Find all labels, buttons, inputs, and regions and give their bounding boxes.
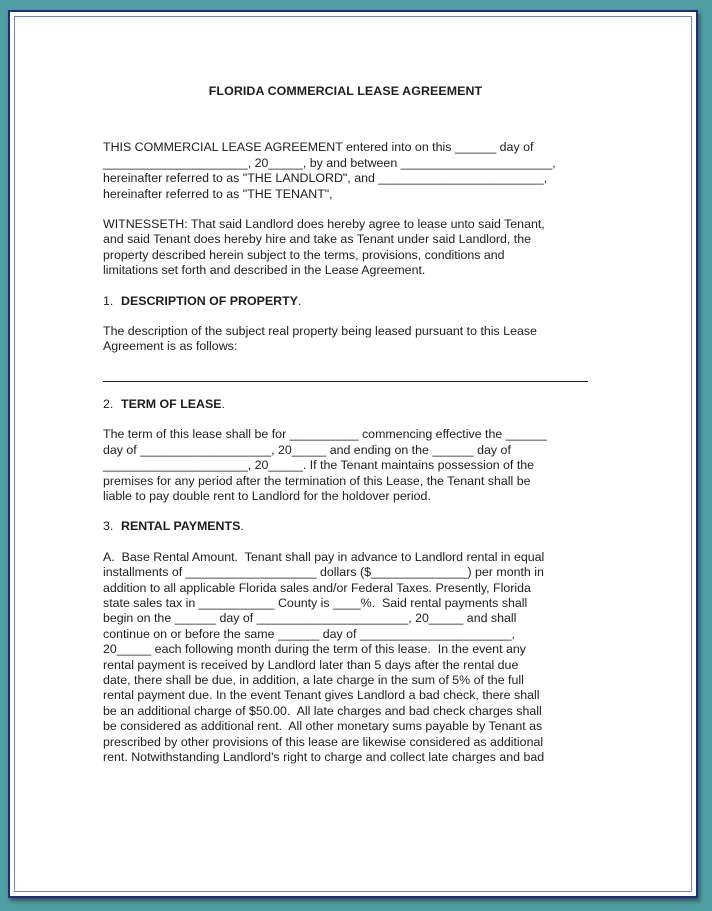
section-title: DESCRIPTION OF PROPERTY: [121, 293, 298, 308]
section-title: RENTAL PAYMENTS: [121, 519, 241, 534]
text-line: addition to all applicable Florida sales and/or Federal Taxes. Presently, Florida: [103, 580, 531, 595]
document-title: FLORIDA COMMERCIAL LEASE AGREEMENT: [208, 84, 483, 98]
text-line: 20_____ each following month during the term of this lease. In the event any: [103, 642, 526, 657]
text-line: Agreement is as follows:: [103, 339, 238, 354]
text-line: state sales tax in ___________ County is ____%. Said rental payments shall: [103, 595, 528, 610]
text-line: day of ___________________, 20_____ and ending on the ______ day of: [103, 442, 511, 457]
text-line: _____________________, 20_____, by and between ______________________,: [103, 155, 556, 170]
text-line: continue on or before the same ______ day of ______________________,: [103, 626, 515, 641]
text-line: hereinafter referred to as "THE LANDLORD", and ________________________,: [103, 171, 548, 186]
text-line: and said Tenant does hereby hire and take as Tenant under said Landlord, the: [103, 232, 532, 247]
text-line: WITNESSETH: That said Landlord does hereby agree to lease unto said Tenant,: [103, 217, 545, 232]
text-line: rental payment due. In the event Tenant gives Landlord a bad check, there shall: [103, 688, 540, 703]
section-3-body: [103, 550, 588, 766]
text-line: date, there shall be due, in addition, a late charge in the sum of 5% of the full: [103, 672, 524, 687]
section-period: .: [297, 293, 302, 308]
text-line: rent. Notwithstanding Landlord's right to charge and collect late charges and bad: [103, 750, 545, 764]
text-line: rental payment is received by Landlord later than 5 days after the rental due: [103, 657, 519, 672]
text-line: THIS COMMERCIAL LEASE AGREEMENT entered into on this ______ day of: [103, 140, 534, 155]
section-period: .: [221, 396, 225, 411]
text-line: The term of this lease shall be for __________ commencing effective the ______: [103, 427, 548, 442]
section-3-heading: [103, 519, 588, 534]
text-line: prescribed by other provisions of this lease are likewise considered as additional: [103, 734, 544, 749]
section-period: .: [240, 519, 244, 534]
section-2-heading: [103, 397, 588, 412]
text-line: be considered as additional rent. All other monetary sums payable by Tenant as: [103, 719, 543, 734]
text-line: installments of ___________________ dollars ($______________) per month in: [103, 565, 544, 580]
witnesseth-paragraph: [103, 217, 588, 279]
section-number: 3.: [103, 519, 114, 534]
text-line: limitations set forth and described in the Lease Agreement.: [103, 263, 426, 278]
section-1-heading: [103, 294, 588, 309]
text-line: hereinafter referred to as "THE TENANT",: [103, 186, 333, 201]
text-line: _____________________, 20_____. If the Tenant maintains possession of the: [103, 458, 535, 473]
text-line: A. Base Rental Amount. Tenant shall pay in advance to Landlord rental in equal: [103, 549, 545, 564]
section-number: 1.: [103, 293, 114, 308]
section-number: 2.: [103, 396, 114, 411]
property-description-blank-line: [103, 381, 588, 382]
text-line: begin on the ______ day of ______________________, 20_____ and shall: [103, 611, 517, 626]
intro-paragraph: [103, 140, 588, 202]
section-1-body: [103, 324, 588, 355]
section-2-body: [103, 427, 588, 504]
text-line: liable to pay double rent to Landlord for the holdover period.: [103, 488, 431, 503]
section-title: TERM OF LEASE: [121, 396, 222, 411]
text-line: be an additional charge of $50.00. All late charges and bad check charges shall: [103, 703, 542, 718]
text-line: The description of the subject real property being leased pursuant to this Lease: [103, 324, 537, 339]
lease-document: [103, 84, 588, 780]
text-line: premises for any period after the termination of this Lease, the Tenant shall be: [103, 473, 531, 488]
text-line: property described herein subject to the terms, provisions, conditions and: [103, 247, 505, 262]
